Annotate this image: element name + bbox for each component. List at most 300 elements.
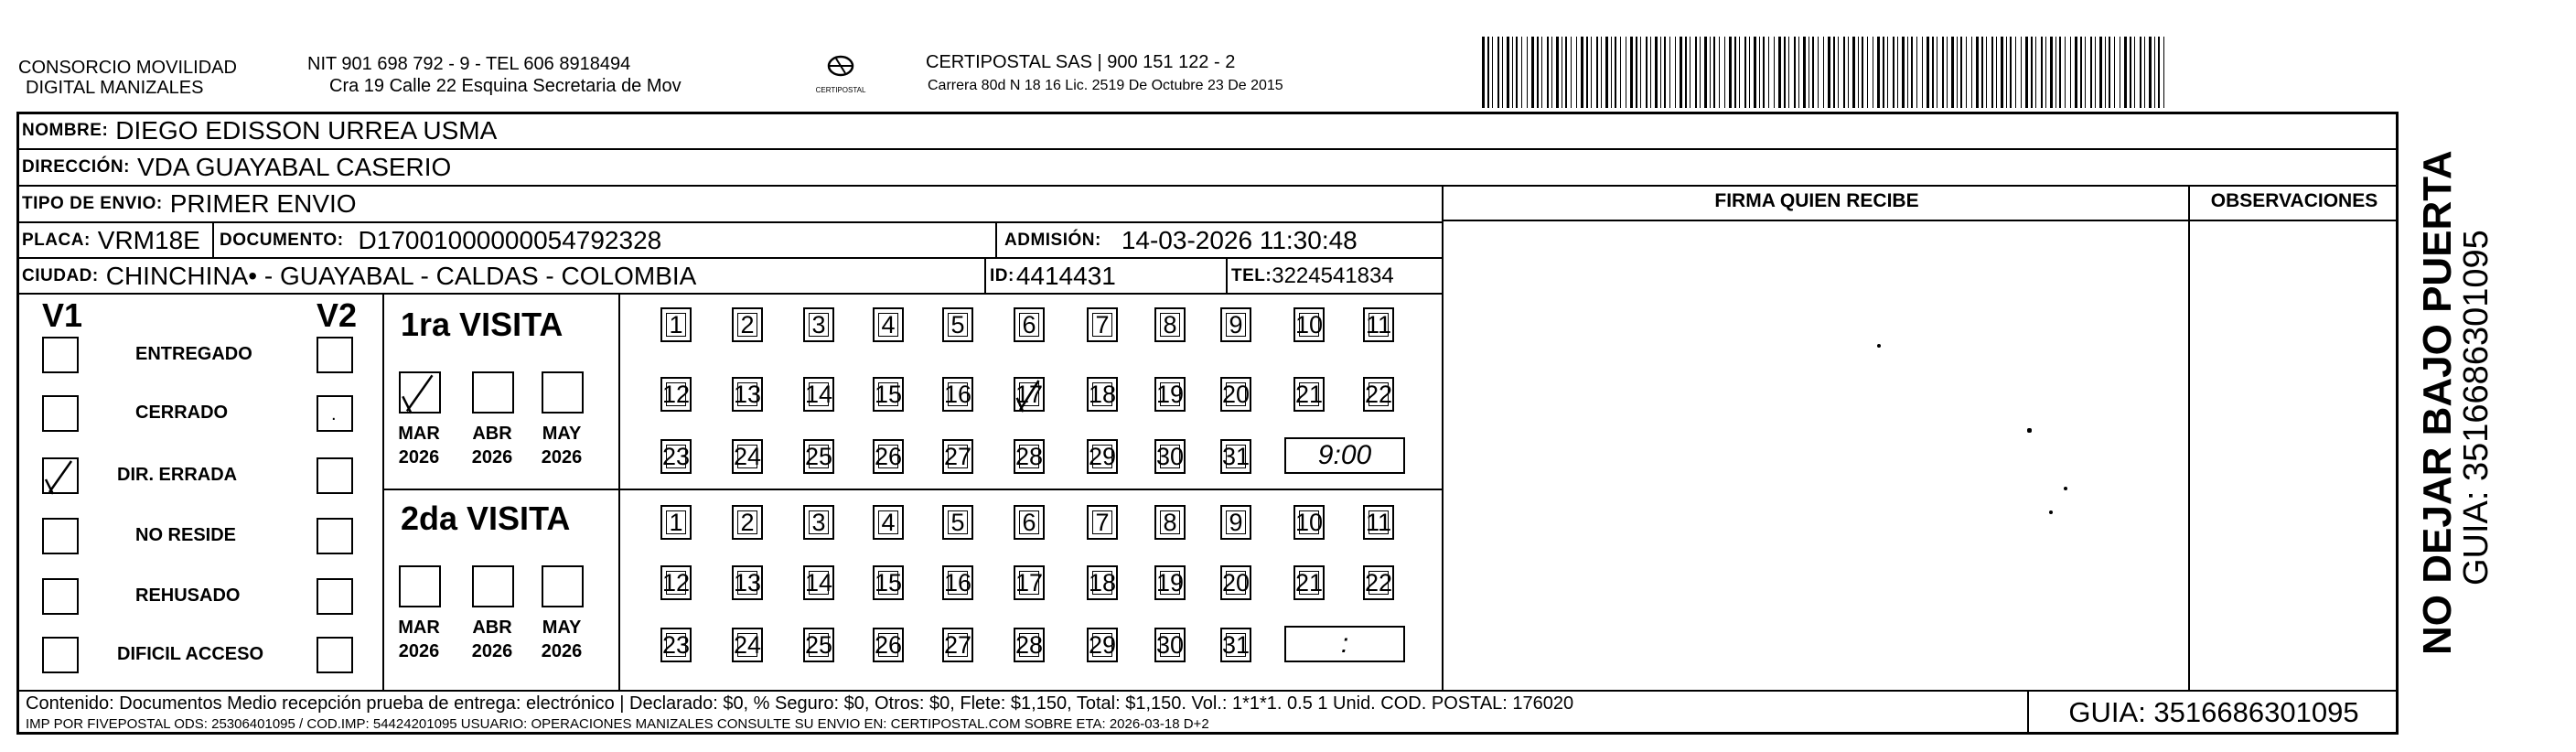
v2-checkbox[interactable] bbox=[317, 518, 353, 554]
day-box[interactable] bbox=[1363, 377, 1394, 412]
day-box[interactable] bbox=[873, 505, 904, 540]
day-number: 19 bbox=[1155, 380, 1185, 408]
barcode-bar bbox=[1685, 37, 1687, 108]
barcode-bar bbox=[1774, 37, 1775, 108]
barcode-bar bbox=[2041, 37, 2043, 108]
day-box[interactable] bbox=[732, 565, 763, 600]
barcode-bar bbox=[1991, 37, 1993, 108]
barcode-bar bbox=[1719, 37, 1720, 108]
v1-checkbox[interactable] bbox=[42, 337, 79, 373]
day-box[interactable] bbox=[660, 439, 692, 474]
v1-checkbox[interactable] bbox=[42, 637, 79, 673]
day-box[interactable] bbox=[873, 565, 904, 600]
day-number: 28 bbox=[1014, 442, 1044, 470]
barcode-bar bbox=[1823, 37, 1824, 108]
barcode-bar bbox=[1482, 37, 1485, 108]
day-box[interactable] bbox=[942, 505, 973, 540]
day-number: 23 bbox=[661, 442, 691, 470]
barcode-bar bbox=[1927, 37, 1929, 108]
barcode-bar bbox=[1650, 37, 1651, 108]
day-number: 2 bbox=[740, 310, 755, 338]
day-box[interactable] bbox=[803, 377, 834, 412]
v2-label: V2 bbox=[317, 296, 358, 334]
day-box[interactable] bbox=[1220, 377, 1251, 412]
day-box[interactable] bbox=[1154, 307, 1186, 342]
day-number: 5 bbox=[950, 508, 965, 536]
barcode-bar bbox=[2095, 37, 2096, 108]
day-box[interactable] bbox=[1363, 307, 1394, 342]
day-box[interactable] bbox=[873, 307, 904, 342]
day-box[interactable] bbox=[1220, 307, 1251, 342]
barcode-bar bbox=[1883, 37, 1884, 108]
day-box[interactable] bbox=[1363, 565, 1394, 600]
logo-caption: CERTIPOSTAL bbox=[815, 86, 866, 94]
day-box[interactable] bbox=[1014, 377, 1045, 412]
carrier-line: CERTIPOSTAL SAS | 900 151 122 - 2 bbox=[926, 52, 1236, 72]
documento-cell bbox=[220, 223, 661, 258]
tipo-envio-value: PRIMER ENVIO bbox=[169, 189, 357, 218]
day-box[interactable] bbox=[1154, 505, 1186, 540]
barcode-bar bbox=[1487, 37, 1489, 108]
barcode-bar bbox=[2010, 37, 2012, 108]
barcode-bar bbox=[1660, 37, 1661, 108]
day-box[interactable] bbox=[1363, 505, 1394, 540]
barcode-bar bbox=[1947, 37, 1948, 108]
day-number: 13 bbox=[733, 568, 762, 596]
barcode-bar bbox=[1680, 37, 1682, 108]
v1-checkbox[interactable] bbox=[42, 578, 79, 615]
barcode-bar bbox=[1646, 37, 1648, 108]
v2-checkbox[interactable] bbox=[317, 395, 353, 432]
barcode-bar bbox=[2090, 37, 2092, 108]
barcode-bar bbox=[1531, 37, 1534, 108]
barcode-bar bbox=[1812, 37, 1814, 108]
barcode-bar bbox=[2144, 37, 2145, 108]
day-number: 22 bbox=[1364, 568, 1393, 596]
barcode-bar bbox=[1571, 37, 1572, 108]
barcode-bar bbox=[2080, 37, 2082, 108]
v2-mark: . bbox=[331, 404, 337, 424]
admision-label: ADMISIÓN: bbox=[1004, 231, 1101, 250]
barcode-bar bbox=[1527, 37, 1528, 108]
day-box[interactable] bbox=[1014, 628, 1045, 662]
barcode-bar bbox=[1916, 37, 1917, 108]
barcode-bar bbox=[1911, 37, 1913, 108]
day-box[interactable] bbox=[942, 565, 973, 600]
id-cell bbox=[990, 259, 1116, 294]
day-box[interactable] bbox=[732, 307, 763, 342]
barcode-bar bbox=[1942, 37, 1944, 108]
barcode-bar bbox=[2105, 37, 2106, 108]
nombre-row bbox=[22, 113, 497, 148]
day-box[interactable] bbox=[942, 628, 973, 662]
day-number: 3 bbox=[811, 508, 826, 536]
nombre-label: NOMBRE: bbox=[22, 121, 109, 140]
company-name-line2: DIGITAL MANIZALES bbox=[26, 78, 204, 98]
barcode-bar bbox=[1565, 37, 1567, 108]
tipo-envio-row bbox=[22, 187, 357, 221]
barcode-bar bbox=[1695, 37, 1697, 108]
guia-box: GUIA: 3516686301095 bbox=[2068, 696, 2359, 728]
day-number: 1 bbox=[669, 310, 683, 338]
barcode-bar bbox=[1636, 37, 1637, 108]
signature-mark bbox=[2027, 428, 2032, 433]
month-name: ABR bbox=[472, 424, 512, 444]
barcode-bar bbox=[1862, 37, 1863, 108]
barcode-bar bbox=[2025, 37, 2028, 108]
barcode-bar bbox=[2031, 37, 2033, 108]
day-box[interactable] bbox=[1293, 565, 1325, 600]
day-box[interactable] bbox=[1087, 307, 1118, 342]
day-box[interactable] bbox=[1220, 439, 1251, 474]
month-checkbox[interactable] bbox=[542, 371, 584, 414]
barcode-bar bbox=[1576, 37, 1577, 108]
day-box[interactable] bbox=[660, 377, 692, 412]
barcode-bar bbox=[2059, 37, 2061, 108]
barcode-bar bbox=[2045, 37, 2046, 108]
day-number: 14 bbox=[804, 380, 833, 408]
day-box[interactable] bbox=[803, 307, 834, 342]
barcode-bar bbox=[2050, 37, 2053, 108]
day-box[interactable] bbox=[1087, 565, 1118, 600]
month-checkbox[interactable] bbox=[542, 565, 584, 607]
barcode-bar bbox=[1669, 37, 1670, 108]
barcode-bar bbox=[1818, 37, 1819, 108]
barcode-bar bbox=[1848, 37, 1849, 108]
barcode-bar bbox=[1794, 37, 1796, 108]
tel-cell bbox=[1231, 259, 1394, 294]
barcode-bar bbox=[1664, 37, 1666, 108]
barcode-bar bbox=[2021, 37, 2022, 108]
barcode-bar bbox=[1893, 37, 1894, 108]
barcode-bar bbox=[2158, 37, 2160, 108]
side-guia: GUIA: 3516686301095 bbox=[2457, 230, 2496, 585]
day-box[interactable] bbox=[660, 565, 692, 600]
day-number: 2 bbox=[740, 508, 755, 536]
v2-checkbox[interactable] bbox=[317, 637, 353, 673]
day-box[interactable] bbox=[1087, 439, 1118, 474]
day-number: 27 bbox=[943, 630, 972, 659]
month-checkbox[interactable] bbox=[472, 371, 514, 414]
day-number: 30 bbox=[1155, 442, 1185, 470]
day-number: 15 bbox=[874, 380, 903, 408]
barcode-bar bbox=[1739, 37, 1740, 108]
barcode-bar bbox=[1516, 37, 1518, 108]
visit1-title: 1ra VISITA bbox=[401, 306, 564, 343]
day-number: 3 bbox=[811, 310, 826, 338]
visit2-title: 2da VISITA bbox=[401, 500, 571, 537]
day-number: 8 bbox=[1163, 310, 1177, 338]
barcode-bar bbox=[2065, 37, 2066, 108]
day-number: 21 bbox=[1294, 380, 1324, 408]
day-number: 18 bbox=[1088, 568, 1117, 596]
day-box[interactable] bbox=[873, 628, 904, 662]
month-year: 2026 bbox=[398, 447, 440, 467]
barcode-bar bbox=[1586, 37, 1588, 108]
barcode-bar bbox=[1907, 37, 1908, 108]
day-number: 5 bbox=[950, 310, 965, 338]
barcode-bar bbox=[1615, 37, 1616, 108]
day-number: 9 bbox=[1229, 310, 1243, 338]
barcode-bar bbox=[1957, 37, 1958, 108]
v2-checkbox[interactable] bbox=[317, 457, 353, 494]
barcode-bar bbox=[2140, 37, 2141, 108]
month-checkbox[interactable] bbox=[472, 565, 514, 607]
day-number: 6 bbox=[1022, 310, 1036, 338]
day-box[interactable] bbox=[803, 505, 834, 540]
barcode-bar bbox=[1897, 37, 1898, 108]
day-box[interactable] bbox=[732, 628, 763, 662]
barcode-bar bbox=[1521, 37, 1522, 108]
day-number: 1 bbox=[669, 508, 683, 536]
time-field[interactable]: : bbox=[1284, 626, 1405, 662]
barcode-bar bbox=[1843, 37, 1845, 108]
ciudad-label: CIUDAD: bbox=[22, 266, 99, 285]
month-name: MAY bbox=[542, 618, 582, 638]
barcode-bar bbox=[1971, 37, 1972, 108]
nit-line: NIT 901 698 792 - 9 - TEL 606 8918494 bbox=[307, 54, 631, 74]
documento-label: DOCUMENTO: bbox=[220, 231, 344, 250]
tel-label: TEL: bbox=[1231, 266, 1272, 285]
barcode-bar bbox=[2035, 37, 2036, 108]
day-box[interactable] bbox=[873, 377, 904, 412]
barcode-bar bbox=[2099, 37, 2102, 108]
barcode-bar bbox=[1601, 37, 1602, 108]
direccion-label: DIRECCIÓN: bbox=[22, 157, 130, 177]
barcode-bar bbox=[1729, 37, 1732, 108]
id-value: 4414431 bbox=[1015, 262, 1116, 290]
barcode-bar bbox=[2001, 37, 2003, 108]
barcode-bar bbox=[1759, 37, 1760, 108]
month-year: 2026 bbox=[471, 641, 513, 661]
day-number: 23 bbox=[661, 630, 691, 659]
month-checkbox[interactable] bbox=[399, 565, 441, 607]
day-box[interactable] bbox=[1293, 505, 1325, 540]
month-name: MAR bbox=[398, 424, 440, 444]
day-number: 4 bbox=[881, 310, 896, 338]
nombre-value: DIEGO EDISSON URREA USMA bbox=[115, 116, 498, 145]
status-label: REHUSADO bbox=[135, 585, 241, 606]
day-number: 10 bbox=[1294, 310, 1324, 338]
sender-address: Cra 19 Calle 22 Esquina Secretaria de Mov bbox=[329, 76, 682, 96]
day-number: 26 bbox=[874, 442, 903, 470]
barcode-bar bbox=[2006, 37, 2007, 108]
month-name: ABR bbox=[472, 618, 512, 638]
status-label: CERRADO bbox=[135, 403, 229, 423]
col-divider bbox=[1226, 258, 1228, 293]
day-number: 25 bbox=[804, 630, 833, 659]
day-box[interactable] bbox=[732, 505, 763, 540]
day-number: 29 bbox=[1088, 630, 1117, 659]
day-box[interactable] bbox=[1154, 628, 1186, 662]
day-box[interactable] bbox=[660, 505, 692, 540]
barcode-bar bbox=[1541, 37, 1542, 108]
day-box[interactable] bbox=[1014, 439, 1045, 474]
day-box[interactable] bbox=[942, 307, 973, 342]
barcode-bar bbox=[1784, 37, 1786, 108]
barcode-bar bbox=[1768, 37, 1769, 108]
placa-value: VRM18E bbox=[97, 226, 200, 254]
visit-divider bbox=[382, 489, 1442, 490]
admision-value: 14-03-2026 11:30:48 bbox=[1121, 226, 1358, 254]
month-checkbox[interactable] bbox=[399, 371, 441, 414]
barcode-bar bbox=[1611, 37, 1612, 108]
day-number: 4 bbox=[881, 508, 896, 536]
v1-checkbox[interactable] bbox=[42, 457, 79, 494]
day-box[interactable] bbox=[1087, 628, 1118, 662]
v2-checkbox[interactable] bbox=[317, 578, 353, 615]
barcode-bar bbox=[1778, 37, 1781, 108]
firma-label: FIRMA QUIEN RECIBE bbox=[1714, 190, 1919, 211]
barcode-bar bbox=[1966, 37, 1967, 108]
barcode-bar bbox=[1507, 37, 1509, 108]
barcode-bar bbox=[2134, 37, 2135, 108]
day-number: 24 bbox=[733, 442, 762, 470]
day-box[interactable] bbox=[1154, 377, 1186, 412]
day-box[interactable] bbox=[803, 565, 834, 600]
day-box[interactable] bbox=[1087, 377, 1118, 412]
signature-mark bbox=[2049, 510, 2053, 514]
barcode-bar bbox=[1960, 37, 1962, 108]
day-box[interactable] bbox=[942, 377, 973, 412]
day-number: 12 bbox=[661, 380, 691, 408]
time-field[interactable]: 9:00 bbox=[1284, 437, 1405, 474]
day-box[interactable] bbox=[1220, 565, 1251, 600]
day-box[interactable] bbox=[1087, 505, 1118, 540]
barcode-bar bbox=[2114, 37, 2115, 108]
no-dejar-warning: NO DEJAR BAJO PUERTA bbox=[2415, 150, 2460, 655]
barcode-bar bbox=[1852, 37, 1855, 108]
barcode-bar bbox=[1828, 37, 1830, 108]
v1-checkbox[interactable] bbox=[42, 395, 79, 432]
barcode-bar bbox=[1951, 37, 1954, 108]
day-box[interactable] bbox=[660, 307, 692, 342]
day-box[interactable] bbox=[1220, 628, 1251, 662]
col-divider bbox=[2188, 187, 2190, 690]
barcode-bar bbox=[2085, 37, 2086, 108]
day-box[interactable] bbox=[942, 439, 973, 474]
barcode-bar bbox=[2163, 37, 2164, 108]
day-number: 15 bbox=[874, 568, 903, 596]
day-number: 7 bbox=[1095, 310, 1110, 338]
month-name: MAR bbox=[398, 618, 440, 638]
day-number: 18 bbox=[1088, 380, 1117, 408]
day-box[interactable] bbox=[1293, 307, 1325, 342]
col-divider bbox=[212, 222, 214, 257]
day-number: 16 bbox=[943, 380, 972, 408]
documento-value: D17001000000054792328 bbox=[358, 226, 662, 254]
barcode-bar bbox=[2109, 37, 2110, 108]
v2-checkbox[interactable] bbox=[317, 337, 353, 373]
barcode-bar bbox=[1605, 37, 1608, 108]
observaciones-label: OBSERVACIONES bbox=[2210, 190, 2378, 211]
barcode-bar bbox=[1502, 37, 1503, 108]
carrier-address: Carrera 80d N 18 16 Lic. 2519 De Octubre 23 De 2015 bbox=[928, 78, 1283, 93]
day-box[interactable] bbox=[1154, 565, 1186, 600]
day-box[interactable] bbox=[732, 377, 763, 412]
v1-label: V1 bbox=[42, 296, 83, 334]
day-box[interactable] bbox=[732, 439, 763, 474]
frame-bottom bbox=[16, 732, 2399, 735]
col-divider bbox=[2027, 692, 2029, 734]
barcode-bar bbox=[1640, 37, 1641, 108]
day-number: 11 bbox=[1365, 310, 1392, 338]
barcode-bar bbox=[1620, 37, 1621, 108]
barcode-bar bbox=[2075, 37, 2077, 108]
imp-line: IMP POR FIVEPOSTAL ODS: 25306401095 / COD.IMP: 54424201095 USUARIO: OPERACIONES MANIZALES CONSULTE SU ENVIO EN: CERTIPOSTAL.COM SOBRE ETA: 2026-03-18 D+2 bbox=[26, 716, 1209, 732]
month-name: MAY bbox=[542, 424, 582, 444]
barcode-bar bbox=[1981, 37, 1983, 108]
barcode-bar bbox=[1754, 37, 1756, 108]
barcode-bar bbox=[1492, 37, 1493, 108]
day-number: 13 bbox=[733, 380, 762, 408]
col-divider bbox=[618, 295, 620, 690]
signature-mark bbox=[1877, 344, 1881, 348]
certipostal-logo bbox=[809, 48, 873, 102]
col-divider bbox=[995, 222, 997, 257]
day-box[interactable] bbox=[1154, 439, 1186, 474]
day-number: 8 bbox=[1163, 508, 1177, 536]
day-box[interactable] bbox=[803, 439, 834, 474]
day-box[interactable] bbox=[1014, 565, 1045, 600]
barcode-bar bbox=[1798, 37, 1799, 108]
day-number: 29 bbox=[1088, 442, 1117, 470]
day-number: 31 bbox=[1221, 442, 1250, 470]
row-divider bbox=[16, 690, 2399, 692]
frame-left bbox=[16, 112, 19, 734]
col-divider bbox=[382, 295, 384, 690]
barcode-bar bbox=[2015, 37, 2016, 108]
day-number: 12 bbox=[661, 568, 691, 596]
day-number: 11 bbox=[1365, 508, 1392, 536]
day-box[interactable] bbox=[660, 628, 692, 662]
day-number: 16 bbox=[943, 568, 972, 596]
company-name-line1: CONSORCIO MOVILIDAD bbox=[18, 58, 237, 78]
day-box[interactable] bbox=[1014, 307, 1045, 342]
barcode-bar bbox=[1902, 37, 1905, 108]
barcode-bar bbox=[1986, 37, 1987, 108]
barcode-bar bbox=[1838, 37, 1839, 108]
barcode-bar bbox=[1497, 37, 1499, 108]
day-number: 6 bbox=[1022, 508, 1036, 536]
direccion-row bbox=[22, 150, 451, 185]
row-divider bbox=[16, 185, 2399, 187]
day-box[interactable] bbox=[1014, 505, 1045, 540]
day-number: 26 bbox=[874, 630, 903, 659]
v1-checkbox[interactable] bbox=[42, 518, 79, 554]
day-number: 21 bbox=[1294, 568, 1324, 596]
day-box[interactable] bbox=[803, 628, 834, 662]
day-box[interactable] bbox=[1293, 377, 1325, 412]
barcode-bar bbox=[1547, 37, 1549, 108]
day-number: 19 bbox=[1155, 568, 1185, 596]
signature-mark bbox=[2064, 487, 2067, 490]
barcode-bar bbox=[2154, 37, 2155, 108]
barcode-bar bbox=[1803, 37, 1806, 108]
barcode-bar bbox=[1867, 37, 1868, 108]
day-box[interactable] bbox=[1220, 505, 1251, 540]
ciudad-cell bbox=[22, 259, 696, 294]
day-box[interactable] bbox=[873, 439, 904, 474]
placa-label: PLACA: bbox=[22, 231, 91, 250]
barcode-bar bbox=[1833, 37, 1835, 108]
direccion-value: VDA GUAYABAL CASERIO bbox=[136, 153, 452, 181]
month-year: 2026 bbox=[541, 641, 583, 661]
day-number: 10 bbox=[1294, 508, 1324, 536]
barcode-bar bbox=[1788, 37, 1789, 108]
barcode-bar bbox=[2130, 37, 2131, 108]
barcode-bar bbox=[1976, 37, 1979, 108]
